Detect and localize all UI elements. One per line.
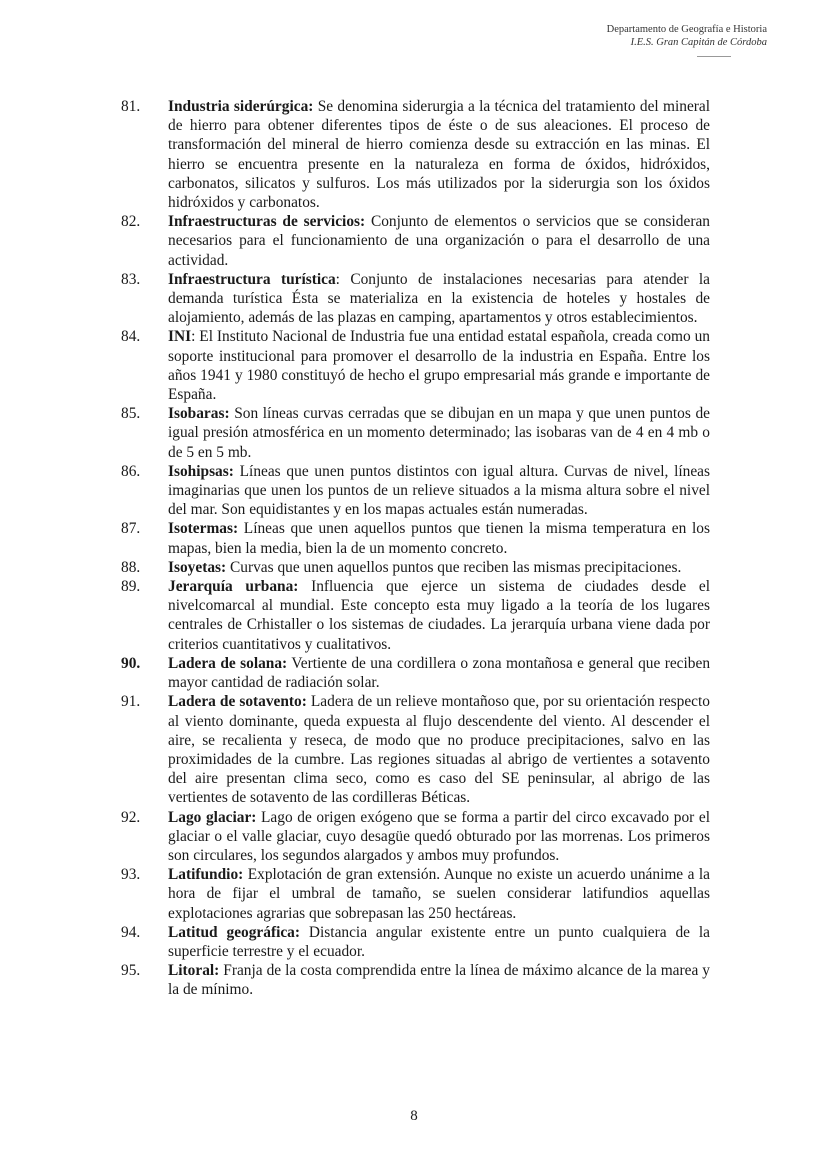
- entry-number: 95.: [121, 962, 141, 980]
- entry-body: [168, 577, 710, 654]
- glossary-list: [121, 97, 710, 1000]
- entry-body: [168, 404, 710, 462]
- entry-number: 86.: [121, 462, 141, 480]
- entry-definition: Ladera de un relieve montañoso que, por su orientación respecto al viento dominante, queda expuesta al flujo descendente del viento. Al descender el aire, se recalienta y reseca, de modo que no produce precipitaciones, salvo en las proximidades de la cumbre. Las regiones situadas al abrigo de vertientes a sotavento del aire presentan clima seco, como es caso del SE peninsular, al abrigo de las vertientes de sotavento de las cordilleras Béticas.: [168, 693, 710, 807]
- entry-definition: : Conjunto de instalaciones necesarias para atender la demanda turística Ésta se materializa en la existencia de hoteles y hostales de alojamiento, además de las plazas en camping, apartamentos y otros establecimientos.: [168, 270, 710, 327]
- entry-number: 81.: [121, 98, 141, 115]
- entry-number: 83.: [121, 270, 141, 288]
- entry-body: [168, 327, 710, 404]
- entry-term: Isoyetas:: [168, 558, 227, 576]
- entry-term: Isobaras:: [168, 405, 230, 423]
- entry-definition: Curvas que unen aquellos puntos que reciben las mismas precipitaciones.: [226, 558, 682, 576]
- entry-term: Jerarquía urbana:: [168, 578, 299, 596]
- entry-term: Ladera de solana:: [168, 654, 288, 672]
- entry-definition: : El Instituto Nacional de Industria fue una entidad estatal española, creada como un soporte institucional para promover el desarrollo de la industria en España. Entre los años 1941 y 1980 constituyó de hecho el grupo empresarial más grande e importante de España.: [168, 328, 710, 404]
- entry-body: [168, 961, 710, 999]
- page-number: 8: [410, 1108, 418, 1124]
- entry-body: [168, 558, 710, 577]
- entry-term: Ladera de sotavento:: [168, 693, 307, 711]
- entry-term: Latifundio:: [168, 866, 244, 884]
- entry-number: 88.: [121, 558, 141, 576]
- entry-definition: Franja de la costa comprendida entre la línea de máximo alcance de la marea y la de mínimo.: [168, 962, 710, 999]
- entry-body: [168, 519, 710, 557]
- glossary-entry: [121, 327, 710, 404]
- entry-body: [168, 692, 710, 807]
- glossary-entry: [121, 558, 710, 577]
- entry-definition: Son líneas curvas cerradas que se dibujan en un mapa y que unen puntos de igual presión atmosférica en un momento determinado; las isobaras van de 4 en 4 mb o de 5 en 5 mb.: [168, 405, 710, 461]
- glossary-entry: [121, 270, 710, 328]
- entry-body: [168, 97, 710, 212]
- entry-definition: Líneas que unen aquellos puntos que tienen la misma temperatura en los mapas, bien la media, bien la de un momento concreto.: [168, 520, 710, 557]
- entry-number: 84.: [121, 328, 141, 346]
- entry-term: Isohipsas:: [168, 462, 234, 480]
- entry-definition: Se denomina siderurgia a la técnica del tratamiento del mineral de hierro para obtener diferentes tipos de éste o de sus aleaciones. El proceso de transformación del mineral de hierro comienza desde su extracción en las minas. El hierro se encuentra presente en la naturaleza en forma de óxidos, hidróxidos, carbonatos, silicatos y sulfuros. Los más utilizados por la siderurgia son los óxidos hidróxidos y carbonatos.: [168, 98, 711, 212]
- department-name: Departamento de Geografía e Historia: [606, 24, 767, 35]
- glossary-entry: [121, 654, 710, 692]
- entry-definition: Vertiente de una cordillera o zona montañosa e general que reciben mayor cantidad de radiación solar.: [168, 654, 711, 692]
- entry-body: [168, 462, 710, 520]
- page-header: [607, 24, 767, 57]
- glossary-entry: [121, 961, 710, 999]
- entry-number: 93.: [121, 866, 141, 884]
- entry-definition: Influencia que ejerce un sistema de ciudades desde el nivelcomarcal al mundial. Este concepto esta muy ligado a la teoría de los lugares centrales de Crhistaller o los sistemas de ciudades. La jerarquía urbana viene dada por criterios cuantitativos y cualitativos.: [168, 578, 710, 653]
- entry-body: [168, 270, 710, 328]
- glossary-entry: [121, 404, 710, 462]
- entry-body: [168, 808, 710, 866]
- glossary-entry: [121, 577, 710, 654]
- entry-definition: Explotación de gran extensión. Aunque no existe un acuerdo unánime a la hora de fijar el umbral de tamaño, se suelen considerar latifundios aquellas explotaciones agrarias que sobrepasan las 250 hectáreas.: [168, 866, 710, 922]
- glossary-entry: [121, 462, 710, 520]
- entry-number: 82.: [121, 213, 141, 231]
- entry-term: Isotermas:: [168, 520, 239, 538]
- glossary-entry: [121, 212, 710, 270]
- glossary-entry: [121, 923, 710, 961]
- entry-term: Infraestructuras de servicios:: [168, 213, 366, 231]
- entry-body: [168, 865, 710, 923]
- entry-number: 94.: [121, 923, 141, 941]
- entry-term: Industria siderúrgica:: [168, 98, 314, 115]
- entry-definition: Líneas que unen puntos distintos con igual altura. Curvas de nivel, líneas imaginarias que unen los puntos de un relieve situados a la misma altura sobre el nivel del mar. Son equidistantes y en los mapas actuales están numeradas.: [168, 462, 710, 519]
- entry-number: 92.: [121, 808, 141, 826]
- entry-definition: Lago de origen exógeno que se forma a partir del circo excavado por el glaciar o el valle glaciar, cuyo desagüe quedó obturado por las morrenas. Los primeros son circulares, los segundos alargados y ambos muy profundos.: [168, 808, 710, 864]
- entry-number: 90.: [121, 654, 141, 672]
- entry-term: Lago glaciar:: [168, 808, 257, 826]
- entry-definition: Conjunto de elementos o servicios que se consideran necesarios para el funcionamiento de una organización o para el desarrollo de una actividad.: [168, 213, 710, 269]
- glossary-entry: [121, 865, 710, 923]
- glossary-entry: [121, 97, 710, 212]
- entry-term: Infraestructura turística: [168, 270, 336, 288]
- glossary-entry: [121, 519, 710, 557]
- entry-body: [168, 923, 710, 961]
- entry-term: Latitud geográfica:: [168, 923, 301, 941]
- header-divider: [697, 56, 731, 57]
- entry-body: [168, 212, 710, 270]
- entry-term: INI: [168, 328, 192, 346]
- entry-number: 87.: [121, 520, 141, 538]
- entry-definition: Distancia angular existente entre un punto cualquiera de la superficie terrestre y el ecuador.: [168, 923, 711, 960]
- entry-body: [168, 654, 710, 692]
- entry-number: 89.: [121, 578, 141, 596]
- entry-number: 91.: [121, 693, 141, 711]
- glossary-entry: [121, 692, 710, 807]
- school-name: I.E.S. Gran Capitán de Córdoba: [630, 36, 767, 48]
- glossary-entry: [121, 808, 710, 866]
- entry-number: 85.: [121, 405, 141, 423]
- entry-term: Litoral:: [168, 962, 220, 980]
